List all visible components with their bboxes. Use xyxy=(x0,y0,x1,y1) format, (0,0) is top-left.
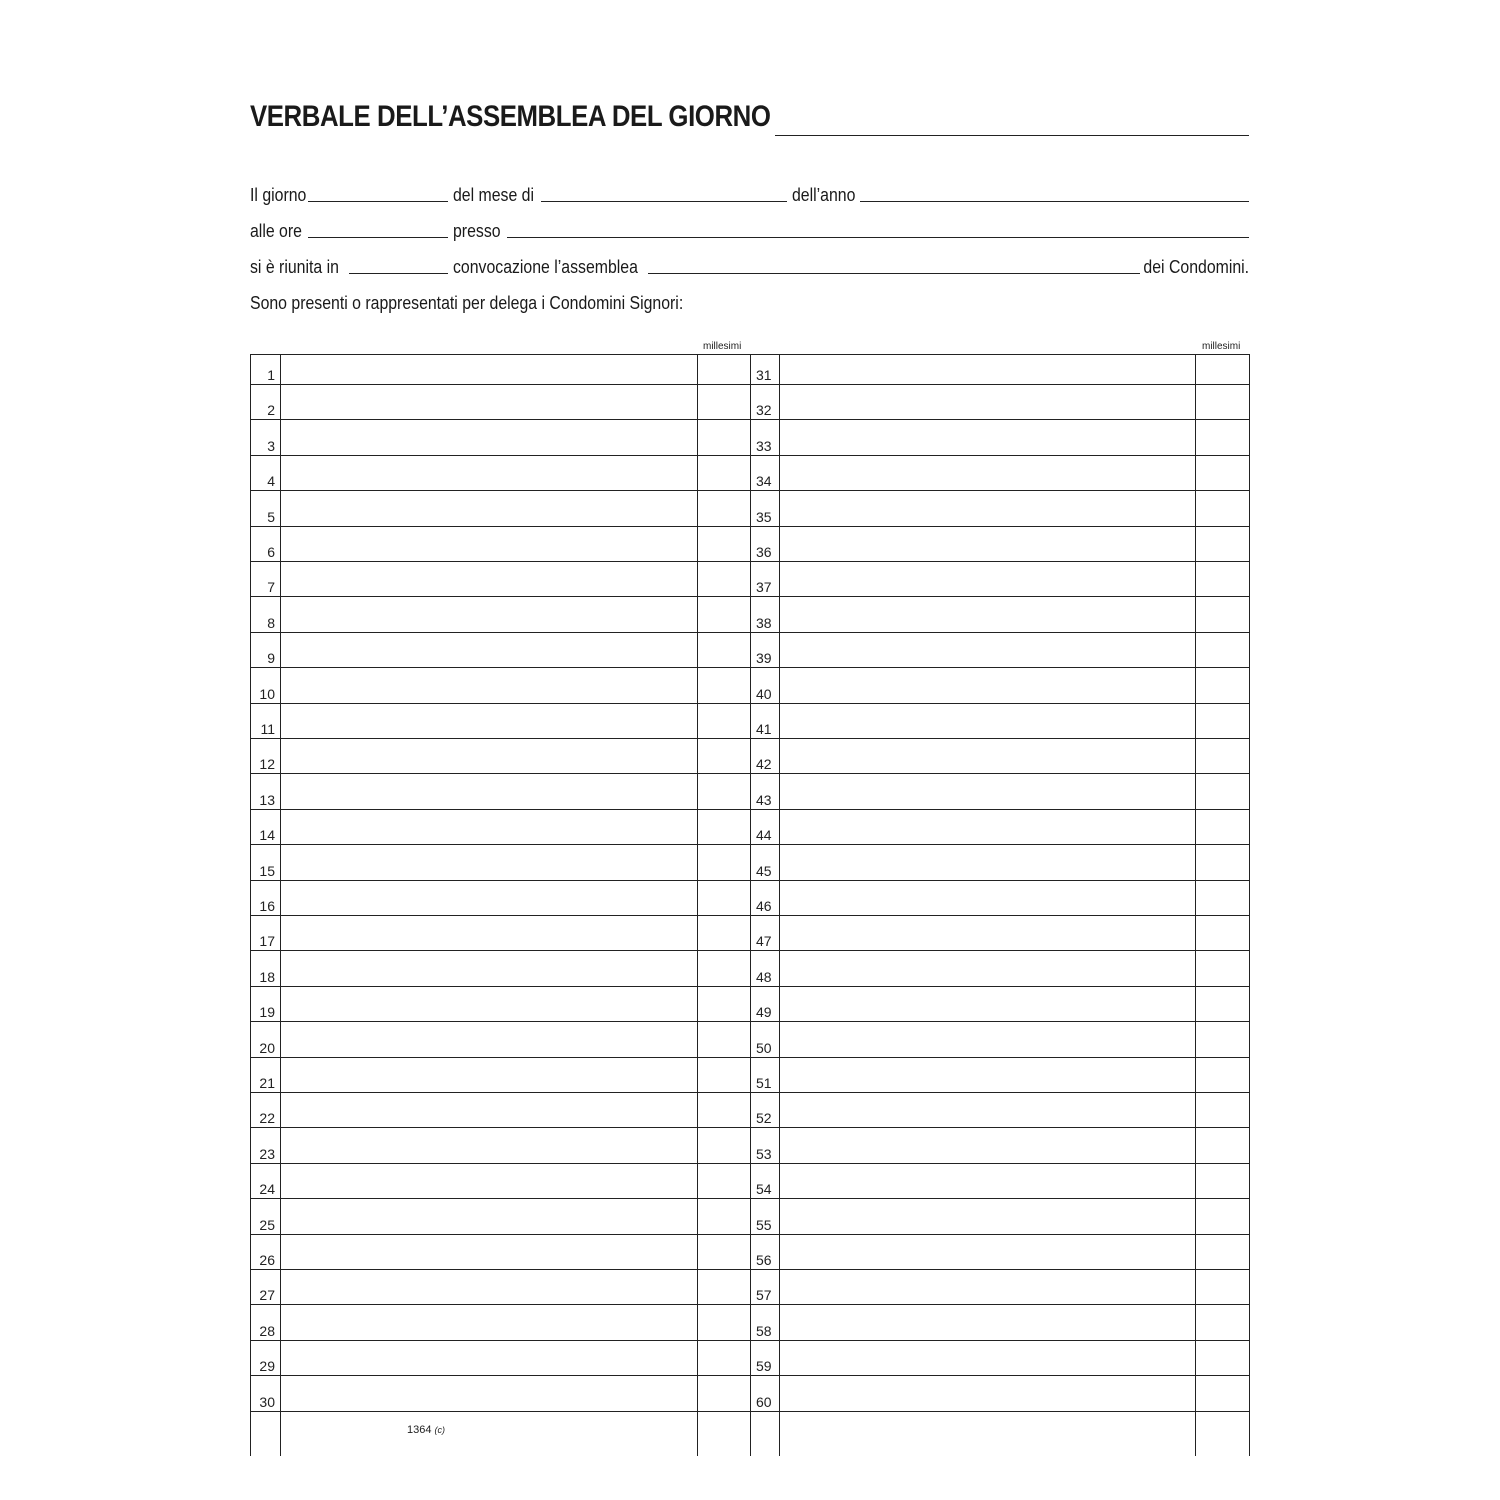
table-column-divider xyxy=(750,354,751,1456)
date-fill-line[interactable] xyxy=(775,135,1249,136)
table-row[interactable] xyxy=(250,1127,1249,1128)
form-code-number: 1364 xyxy=(407,1424,432,1436)
row-number-left: 5 xyxy=(267,509,275,525)
millesimi-header-left: millesimi xyxy=(703,341,742,352)
table-row[interactable] xyxy=(250,950,1249,951)
label-giorno: Il giorno xyxy=(250,185,307,205)
row-number-right: 53 xyxy=(756,1146,772,1162)
row-number-right: 42 xyxy=(756,756,772,772)
table-row[interactable] xyxy=(250,809,1249,810)
row-number-left: 16 xyxy=(259,898,275,914)
label-condomini: dei Condomini. xyxy=(1143,257,1249,277)
millesimi-header-right: millesimi xyxy=(1202,341,1241,352)
row-number-right: 37 xyxy=(756,579,772,595)
table-row[interactable] xyxy=(250,1057,1249,1058)
table-column-divider xyxy=(697,354,698,1456)
label-presso: presso xyxy=(453,221,501,241)
label-ore: alle ore xyxy=(250,221,302,241)
row-number-right: 52 xyxy=(756,1110,772,1126)
row-number-right: 39 xyxy=(756,650,772,666)
row-number-left: 8 xyxy=(267,615,275,631)
table-row[interactable] xyxy=(250,1234,1249,1235)
table-column-divider xyxy=(250,354,251,1456)
riunita-fill-line[interactable] xyxy=(349,273,448,274)
label-anno: dell’anno xyxy=(792,185,856,205)
row-number-left: 22 xyxy=(259,1110,275,1126)
row-number-right: 32 xyxy=(756,402,772,418)
table-row[interactable] xyxy=(250,455,1249,456)
row-number-right: 36 xyxy=(756,544,772,560)
table-row[interactable] xyxy=(250,526,1249,527)
row-number-right: 49 xyxy=(756,1004,772,1020)
row-number-left: 17 xyxy=(259,933,275,949)
presso-fill-line[interactable] xyxy=(507,237,1249,238)
row-number-right: 40 xyxy=(756,686,772,702)
table-row[interactable] xyxy=(250,490,1249,491)
row-number-left: 13 xyxy=(259,792,275,808)
row-number-right: 57 xyxy=(756,1287,772,1303)
table-row[interactable] xyxy=(250,703,1249,704)
table-row[interactable] xyxy=(250,1269,1249,1270)
row-number-left: 20 xyxy=(259,1040,275,1056)
table-row[interactable] xyxy=(250,1021,1249,1022)
row-number-left: 19 xyxy=(259,1004,275,1020)
row-number-right: 55 xyxy=(756,1217,772,1233)
row-number-left: 21 xyxy=(259,1075,275,1091)
table-row[interactable] xyxy=(250,880,1249,881)
convocazione-fill-line[interactable] xyxy=(648,273,1140,274)
row-number-left: 4 xyxy=(267,473,275,489)
row-number-right: 35 xyxy=(756,509,772,525)
table-row[interactable] xyxy=(250,1163,1249,1164)
row-number-right: 47 xyxy=(756,933,772,949)
row-number-right: 41 xyxy=(756,721,772,737)
row-number-right: 50 xyxy=(756,1040,772,1056)
table-column-divider xyxy=(1195,354,1196,1456)
row-number-left: 28 xyxy=(259,1323,275,1339)
table-row[interactable] xyxy=(250,915,1249,916)
table-row[interactable] xyxy=(250,1411,1249,1412)
row-number-right: 31 xyxy=(756,367,772,383)
row-number-left: 12 xyxy=(259,756,275,772)
row-number-left: 11 xyxy=(260,721,275,737)
table-column-divider xyxy=(779,354,780,1456)
row-number-right: 46 xyxy=(756,898,772,914)
row-number-left: 6 xyxy=(267,544,275,560)
anno-fill-line[interactable] xyxy=(860,201,1249,202)
label-mese: del mese di xyxy=(453,185,535,205)
row-number-left: 3 xyxy=(267,438,275,454)
form-code-suffix: (c) xyxy=(434,1425,446,1435)
table-row[interactable] xyxy=(250,738,1249,739)
table-row[interactable] xyxy=(250,384,1249,385)
row-number-left: 14 xyxy=(259,827,275,843)
ore-fill-line[interactable] xyxy=(308,237,448,238)
row-number-right: 59 xyxy=(756,1358,772,1374)
table-row[interactable] xyxy=(250,1092,1249,1093)
row-number-right: 44 xyxy=(756,827,772,843)
row-number-left: 1 xyxy=(267,367,275,383)
row-number-right: 45 xyxy=(756,863,772,879)
label-riunita: si è riunita in xyxy=(250,257,339,277)
row-number-right: 56 xyxy=(756,1252,772,1268)
row-number-right: 54 xyxy=(756,1181,772,1197)
row-number-left: 26 xyxy=(259,1252,275,1268)
row-number-right: 58 xyxy=(756,1323,772,1339)
form-code xyxy=(407,1424,445,1436)
table-column-divider xyxy=(1249,354,1250,1456)
table-row[interactable] xyxy=(250,561,1249,562)
row-number-left: 24 xyxy=(259,1181,275,1197)
row-number-right: 33 xyxy=(756,438,772,454)
document-title: VERBALE DELL’ASSEMBLEA DEL GIORNO xyxy=(250,100,771,133)
row-number-right: 60 xyxy=(756,1394,772,1410)
row-number-left: 30 xyxy=(259,1394,275,1410)
table-row[interactable] xyxy=(250,844,1249,845)
giorno-fill-line[interactable] xyxy=(308,201,448,202)
row-number-left: 25 xyxy=(259,1217,275,1233)
table-row[interactable] xyxy=(250,986,1249,987)
mese-fill-line[interactable] xyxy=(541,201,787,202)
table-row[interactable] xyxy=(250,773,1249,774)
row-number-left: 29 xyxy=(259,1358,275,1374)
row-number-right: 34 xyxy=(756,473,772,489)
label-presenti: Sono presenti o rappresentati per delega i Condomini Signori: xyxy=(250,293,684,313)
row-number-right: 43 xyxy=(756,792,772,808)
row-number-left: 10 xyxy=(259,686,275,702)
table-row[interactable] xyxy=(250,1375,1249,1376)
row-number-left: 9 xyxy=(267,650,275,666)
label-convocazione: convocazione l’assemblea xyxy=(453,257,638,277)
table-row[interactable] xyxy=(250,632,1249,633)
row-number-right: 48 xyxy=(756,969,772,985)
table-row[interactable] xyxy=(250,1340,1249,1341)
table-row[interactable] xyxy=(250,596,1249,597)
row-number-left: 27 xyxy=(259,1287,275,1303)
row-number-left: 7 xyxy=(267,579,275,595)
table-row[interactable] xyxy=(250,419,1249,420)
row-number-left: 15 xyxy=(259,863,275,879)
table-row[interactable] xyxy=(250,1198,1249,1199)
table-row[interactable] xyxy=(250,1304,1249,1305)
row-number-right: 51 xyxy=(756,1075,772,1091)
row-number-left: 18 xyxy=(259,969,275,985)
row-number-right: 38 xyxy=(756,615,772,631)
table-row[interactable] xyxy=(250,667,1249,668)
row-number-left: 23 xyxy=(259,1146,275,1162)
row-number-left: 2 xyxy=(267,402,275,418)
table-column-divider xyxy=(280,354,281,1456)
